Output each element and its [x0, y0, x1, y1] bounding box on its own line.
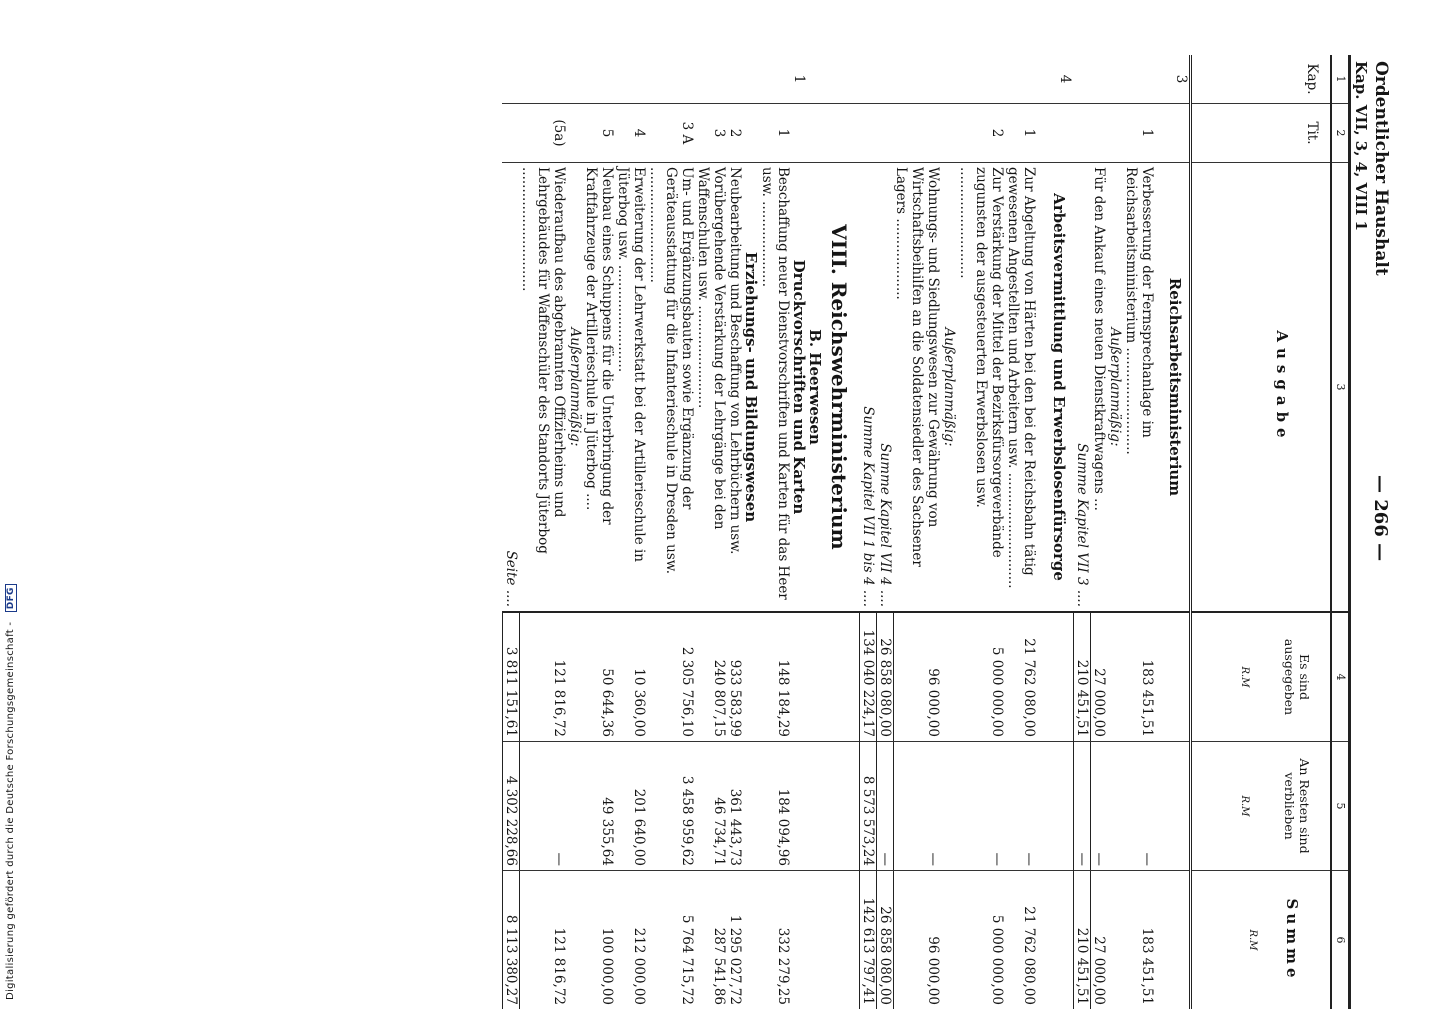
- header-col6-unit: R.M: [1244, 875, 1284, 1005]
- cell-reste: 361 443,73: [728, 742, 744, 871]
- cell-ausgabe: Summe Kapitel VII 1 bis 4 ....: [860, 163, 877, 613]
- header-col4: [1191, 612, 1331, 742]
- cell-kap: [520, 55, 568, 104]
- table-row: [808, 55, 824, 1009]
- cell-tit: 3: [696, 104, 728, 163]
- cell-ausgabe: Neubau eines Schuppens für die Unterbringung der Kraftfahrzeuge der Artillerieschule in Jüterbog ....: [584, 163, 616, 613]
- cell-summe: 21 762 080,00: [1006, 871, 1038, 1009]
- cell-reste: 184 094,96: [760, 742, 792, 871]
- cell-kap: [760, 55, 792, 104]
- cell-summe: 96 000,00: [894, 871, 942, 1009]
- cell-summe: 26 858 080,00: [877, 871, 894, 1009]
- cell-summe: [1107, 871, 1123, 1009]
- cell-ausgegeben: 3 811 151,61: [503, 612, 520, 742]
- table-row: [503, 55, 520, 1009]
- cell-summe: [1038, 871, 1074, 1009]
- cell-summe: [568, 871, 584, 1009]
- table-row: [584, 55, 616, 1009]
- cell-ausgegeben: [744, 612, 760, 742]
- header-col5-label: An Resten sind verblieben: [1282, 746, 1330, 866]
- cell-reste: 8 573 573,24: [860, 742, 877, 871]
- cell-tit: 1: [1123, 104, 1155, 163]
- cell-ausgegeben: 96 000,00: [894, 612, 942, 742]
- cell-ausgegeben: [1155, 612, 1191, 742]
- colnum-1: 1: [1331, 55, 1350, 104]
- cell-ausgegeben: 210 451,51: [1074, 612, 1091, 742]
- cell-ausgegeben: 121 816,72: [520, 612, 568, 742]
- cell-ausgabe: Beschaffung neuer Dienstvorschriften und Karten für das Heer usw. ....................: [760, 163, 792, 613]
- header-left: [1351, 61, 1391, 276]
- cell-ausgegeben: 134 040 224,17: [860, 612, 877, 742]
- table-row: [1107, 55, 1123, 1009]
- cell-kap: [503, 55, 520, 104]
- column-number-row: [1331, 55, 1350, 1009]
- table-row: [568, 55, 584, 1009]
- cell-ausgabe: Arbeitsvermittlung und Erwerbslosenfürsorge: [1038, 163, 1074, 613]
- cell-summe: [824, 871, 860, 1009]
- header-subtitle: Kap. VII, 3, 4, VIII 1: [1351, 61, 1371, 276]
- cell-ausgegeben: [824, 612, 860, 742]
- cell-ausgegeben: [1107, 612, 1123, 742]
- cell-ausgabe: Erweiterung der Lehrwerkstatt bei der Artillerieschule in Jüterbog usw. .........................: [616, 163, 648, 613]
- cell-ausgabe: B. Heerwesen: [808, 163, 824, 613]
- table-row: [520, 55, 568, 1009]
- header-col5: [1191, 742, 1331, 871]
- header-kap-label: Kap.: [1304, 59, 1330, 99]
- cell-summe: [744, 871, 760, 1009]
- cell-reste: —: [894, 742, 942, 871]
- cell-tit: [942, 104, 958, 163]
- cell-kap: [1107, 55, 1123, 104]
- header-tit: [1191, 104, 1331, 163]
- table-row: [648, 55, 696, 1009]
- rotated-page: [85, 55, 1395, 955]
- cell-ausgabe: Wohnungs- und Siedlungswesen zur Gewährung von Wirtschaftsbeihilfen an die Soldatensiedler des Sachsener Lagers ...................: [894, 163, 942, 613]
- cell-kap: [808, 55, 824, 104]
- cell-tit: [792, 104, 808, 163]
- cell-ausgegeben: 27 000,00: [1091, 612, 1108, 742]
- cell-ausgabe: Seite ....: [503, 163, 520, 613]
- cell-summe: 8 113 380,27: [503, 871, 520, 1009]
- cell-summe: 183 451,51: [1123, 871, 1155, 1009]
- header-col4-label: Es sind ausgegeben: [1282, 617, 1330, 737]
- cell-tit: [808, 104, 824, 163]
- cell-reste: 46 734,71: [696, 742, 728, 871]
- table-row: [760, 55, 792, 1009]
- cell-reste: 3 458 959,62: [648, 742, 696, 871]
- cell-kap: [616, 55, 648, 104]
- cell-ausgegeben: 2 305 756,10: [648, 612, 696, 742]
- cell-ausgegeben: 26 858 080,00: [877, 612, 894, 742]
- cell-ausgabe: Außerplanmäßig:: [568, 163, 584, 613]
- cell-kap: [824, 55, 860, 104]
- cell-ausgegeben: [568, 612, 584, 742]
- cell-reste: —: [1006, 742, 1038, 871]
- digitization-note-text: Digitalisierung gefördert durch die Deutsche Forschungsgemeinschaft -: [5, 622, 16, 1000]
- cell-reste: —: [1074, 742, 1091, 871]
- cell-summe: 5 000 000,00: [958, 871, 1006, 1009]
- cell-reste: [808, 742, 824, 871]
- cell-ausgabe: Summe Kapitel VII 3 ....: [1074, 163, 1091, 613]
- table-row: [616, 55, 648, 1009]
- cell-reste: —: [877, 742, 894, 871]
- cell-kap: [1074, 55, 1091, 104]
- cell-reste: [744, 742, 760, 871]
- cell-ausgegeben: 148 184,29: [760, 612, 792, 742]
- header-col4-unit: R.M: [1236, 617, 1282, 737]
- cell-tit: [568, 104, 584, 163]
- cell-summe: 121 816,72: [520, 871, 568, 1009]
- cell-kap: [696, 55, 728, 104]
- cell-tit: 2: [958, 104, 1006, 163]
- cell-reste: 201 640,00: [616, 742, 648, 871]
- cell-ausgabe: Reichsarbeitsministerium: [1155, 163, 1191, 613]
- column-header-row: [1191, 55, 1331, 1009]
- cell-ausgegeben: 240 807,15: [696, 612, 728, 742]
- colnum-6: 6: [1331, 871, 1350, 1009]
- table-row: [744, 55, 760, 1009]
- cell-ausgabe: Vorübergehende Verstärkung der Lehrgänge bei den Waffenschulen usw. ........................: [696, 163, 728, 613]
- cell-reste: [1107, 742, 1123, 871]
- cell-kap: [1006, 55, 1038, 104]
- header-ausgabe-label: Ausgabe: [1274, 167, 1330, 607]
- cell-kap: [584, 55, 616, 104]
- colnum-2: 2: [1331, 104, 1350, 163]
- table-row: [877, 55, 894, 1009]
- header-col6: [1191, 871, 1331, 1009]
- cell-tit: [744, 104, 760, 163]
- cell-tit: [1074, 104, 1091, 163]
- header-tit-label: Tit.: [1304, 108, 1330, 158]
- cell-reste: [792, 742, 808, 871]
- cell-tit: [1091, 104, 1108, 163]
- table-row: [1155, 55, 1191, 1009]
- cell-tit: 1: [760, 104, 792, 163]
- table-body: [503, 55, 1192, 1009]
- table-row: [696, 55, 728, 1009]
- cell-tit: 5: [584, 104, 616, 163]
- cell-tit: [860, 104, 877, 163]
- cell-kap: [894, 55, 942, 104]
- cell-ausgabe: Summe Kapitel VII 4 ....: [877, 163, 894, 613]
- cell-kap: [728, 55, 744, 104]
- cell-reste: [568, 742, 584, 871]
- cell-tit: [877, 104, 894, 163]
- cell-tit: [824, 104, 860, 163]
- cell-summe: [808, 871, 824, 1009]
- table-row: [958, 55, 1006, 1009]
- cell-ausgabe: Außerplanmäßig:: [942, 163, 958, 613]
- table-row: [824, 55, 860, 1009]
- cell-kap: 3: [1155, 55, 1191, 104]
- running-header: [1351, 55, 1391, 955]
- table-row: [1006, 55, 1038, 1009]
- cell-summe: 287 541,86: [696, 871, 728, 1009]
- cell-kap: [942, 55, 958, 104]
- cell-summe: 1 295 027,72: [728, 871, 744, 1009]
- budget-table: [502, 55, 1351, 1009]
- cell-ausgegeben: 5 000 000,00: [958, 612, 1006, 742]
- cell-ausgegeben: [1038, 612, 1074, 742]
- cell-summe: [1155, 871, 1191, 1009]
- colnum-3: 3: [1331, 163, 1350, 613]
- cell-kap: 1: [792, 55, 808, 104]
- cell-reste: —: [1091, 742, 1108, 871]
- cell-kap: [958, 55, 1006, 104]
- cell-ausgabe: Druckvorschriften und Karten: [792, 163, 808, 613]
- cell-kap: [1091, 55, 1108, 104]
- cell-tit: 2: [728, 104, 744, 163]
- cell-tit: [1038, 104, 1074, 163]
- table-row: [728, 55, 744, 1009]
- header-col6-label: Summe: [1284, 875, 1330, 1005]
- cell-ausgegeben: 50 644,36: [584, 612, 616, 742]
- cell-tit: [1107, 104, 1123, 163]
- cell-ausgabe: Außerplanmäßig:: [1107, 163, 1123, 613]
- cell-reste: —: [1123, 742, 1155, 871]
- cell-summe: 27 000,00: [1091, 871, 1108, 1009]
- cell-summe: 332 279,25: [760, 871, 792, 1009]
- table-row: [860, 55, 877, 1009]
- header-kap: [1191, 55, 1331, 104]
- table-row: [1091, 55, 1108, 1009]
- cell-ausgegeben: [792, 612, 808, 742]
- cell-tit: [1155, 104, 1191, 163]
- cell-summe: 142 613 797,41: [860, 871, 877, 1009]
- cell-reste: —: [520, 742, 568, 871]
- table-row: [1123, 55, 1155, 1009]
- cell-ausgegeben: 933 583,99: [728, 612, 744, 742]
- cell-ausgabe: VIII. Reichswehrministerium: [824, 163, 860, 613]
- cell-kap: [1123, 55, 1155, 104]
- cell-ausgabe: Um- und Ergänzungsbauten sowie Ergänzung der Geräteausstattung für die Infanterieschule in Dresden usw. ...........................: [648, 163, 696, 613]
- table-row: [894, 55, 942, 1009]
- cell-summe: 100 000,00: [584, 871, 616, 1009]
- cell-ausgabe: Für den Ankauf eines neuen Dienstkraftwagens ...: [1091, 163, 1108, 613]
- cell-reste: 4 302 228,66: [503, 742, 520, 871]
- cell-reste: [942, 742, 958, 871]
- table-row: [792, 55, 808, 1009]
- cell-ausgegeben: 183 451,51: [1123, 612, 1155, 742]
- cell-tit: [503, 104, 520, 163]
- colnum-4: 4: [1331, 612, 1350, 742]
- cell-ausgabe: Zur Abgeltung von Härten bei den bei der Reichsbahn tätig gewesenen Angestellten und Arbeitern usw. ...........................: [1006, 163, 1038, 613]
- cell-tit: 4: [616, 104, 648, 163]
- cell-reste: 49 355,64: [584, 742, 616, 871]
- cell-kap: [860, 55, 877, 104]
- cell-ausgegeben: 21 762 080,00: [1006, 612, 1038, 742]
- cell-ausgegeben: 10 360,00: [616, 612, 648, 742]
- table-row: [1074, 55, 1091, 1009]
- cell-reste: [824, 742, 860, 871]
- cell-ausgegeben: [808, 612, 824, 742]
- cell-summe: [942, 871, 958, 1009]
- cell-kap: [648, 55, 696, 104]
- cell-tit: [894, 104, 942, 163]
- cell-kap: [877, 55, 894, 104]
- cell-ausgabe: Verbesserung der Fernsprechanlage im Reichsarbeitsministerium .........................: [1123, 163, 1155, 613]
- cell-summe: 210 451,51: [1074, 871, 1091, 1009]
- cell-tit: 1: [1006, 104, 1038, 163]
- cell-ausgabe: Wiederaufbau des abgebrannten Offizierheims und Lehrgebäudes für Waffenschüler des Standorts Jüterbog .............................: [520, 163, 568, 613]
- cell-reste: [1155, 742, 1191, 871]
- digitization-note: [5, 0, 21, 1000]
- header-col5-unit: R.M: [1236, 746, 1282, 866]
- table-row: [942, 55, 958, 1009]
- cell-kap: 4: [1038, 55, 1074, 104]
- cell-ausgabe: Erziehungs- und Bildungswesen: [744, 163, 760, 613]
- cell-tit: (5a): [520, 104, 568, 163]
- cell-kap: [744, 55, 760, 104]
- header-ausgabe: [1191, 163, 1331, 613]
- table-row: [1038, 55, 1074, 1009]
- cell-ausgabe: Zur Verstärkung der Mittel der Bezirksfürsorgeverbände zugunsten der ausgesteuerten Erwerbslosen usw. ..........................: [958, 163, 1006, 613]
- cell-reste: —: [958, 742, 1006, 871]
- cell-kap: [568, 55, 584, 104]
- header-title: Ordentlicher Haushalt: [1371, 61, 1391, 276]
- cell-summe: 5 764 715,72: [648, 871, 696, 1009]
- page-number: — 266 —: [1370, 475, 1391, 561]
- cell-tit: 3 A: [648, 104, 696, 163]
- cell-reste: [1038, 742, 1074, 871]
- dfg-logo: DFG: [5, 584, 17, 612]
- colnum-5: 5: [1331, 742, 1350, 871]
- cell-ausgabe: Neubearbeitung und Beschaffung von Lehrbüchern usw.: [728, 163, 744, 613]
- cell-summe: [792, 871, 808, 1009]
- cell-ausgegeben: [942, 612, 958, 742]
- cell-summe: 212 000,00: [616, 871, 648, 1009]
